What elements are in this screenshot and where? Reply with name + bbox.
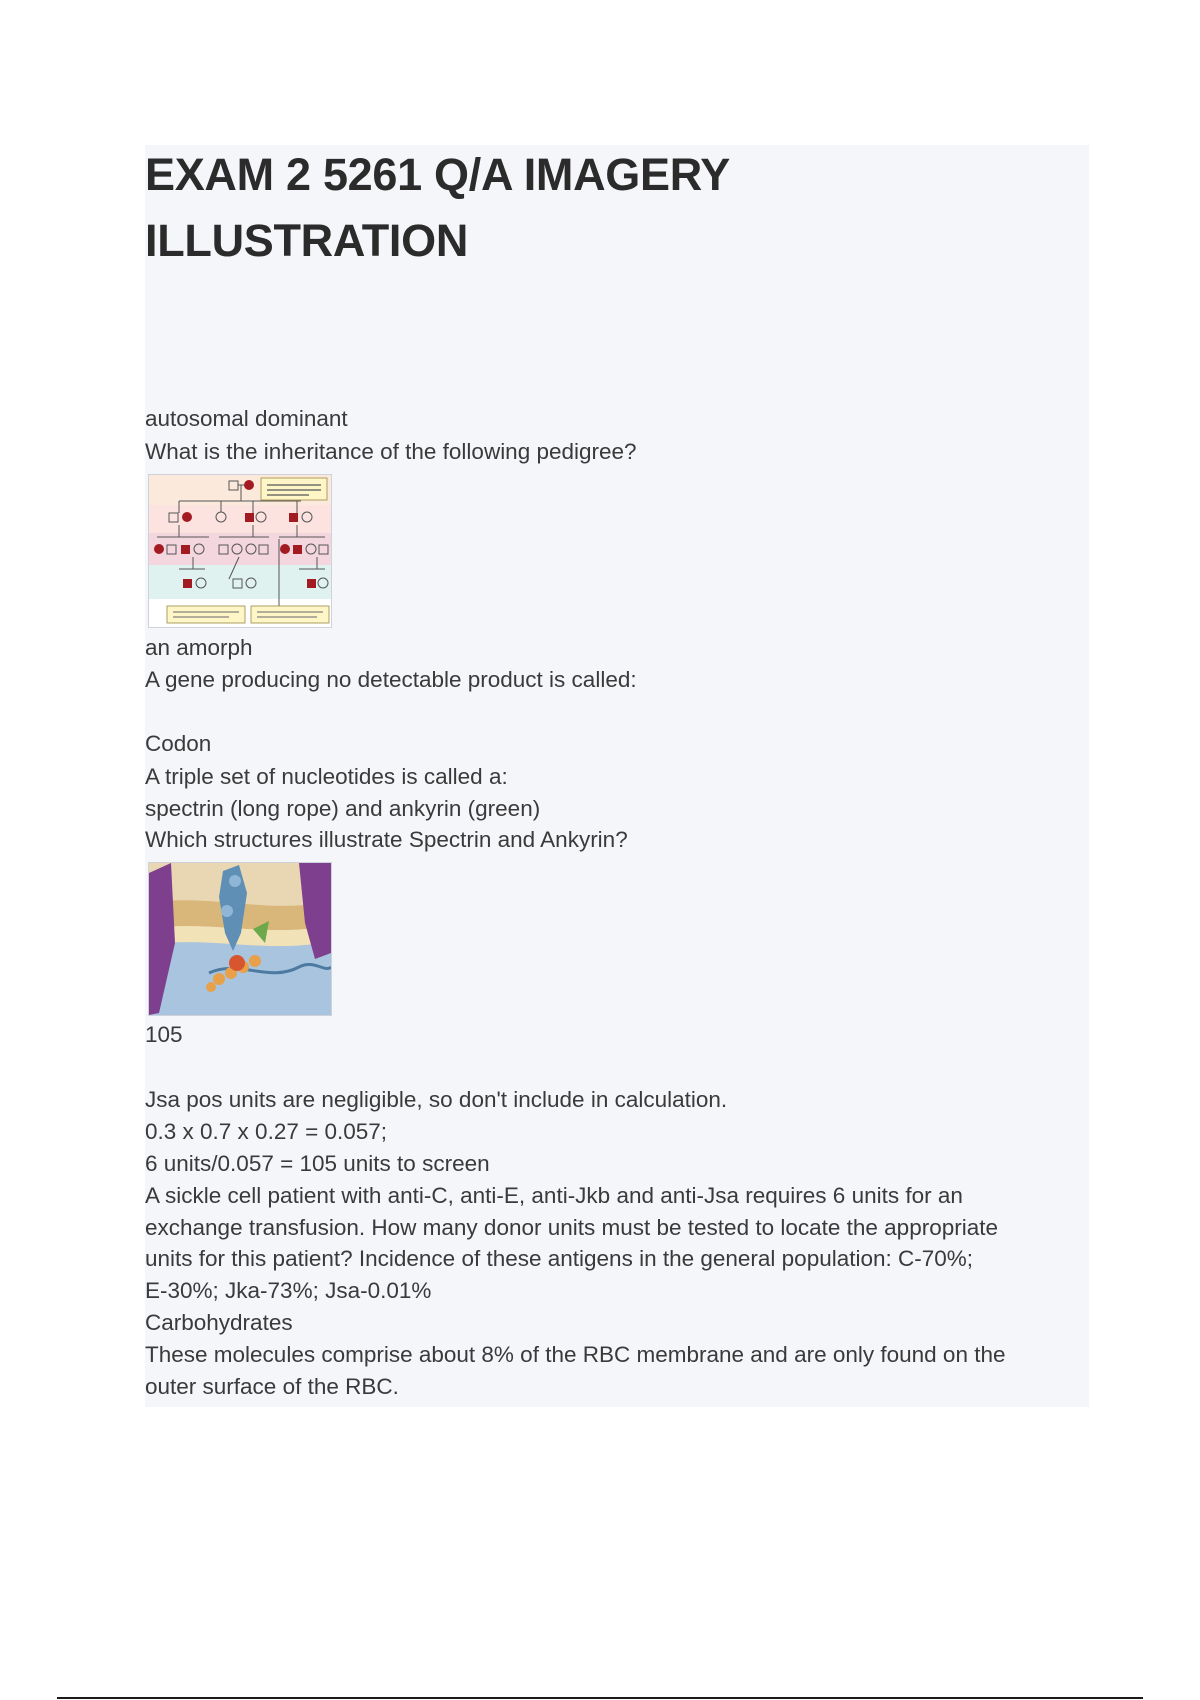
explanation-line: 6 units/0.057 = 105 units to screen	[145, 1151, 490, 1176]
question-line: units for this patient? Incidence of these antigens in the general population: C-70%;	[145, 1246, 974, 1271]
question-line: A gene producing no detectable product is called:	[145, 667, 637, 692]
pedigree-image	[148, 474, 332, 628]
answer-line: autosomal dominant	[145, 406, 348, 431]
question-line: exchange transfusion. How many donor units must be tested to locate the appropriate	[145, 1215, 999, 1240]
answer-line: Carbohydrates	[145, 1310, 293, 1335]
page-bottom-rule	[57, 1697, 1143, 1699]
question-line: E-30%; Jka-73%; Jsa-0.01%	[145, 1278, 432, 1303]
question-line: A sickle cell patient with anti-C, anti-E, anti-Jkb and anti-Jsa requires 6 units for an	[145, 1183, 963, 1208]
answer-line: 105	[145, 1022, 183, 1047]
question-line: What is the inheritance of the following pedigree?	[145, 439, 637, 464]
pedigree-chart-image	[149, 475, 331, 627]
document-title: EXAM 2 5261 Q/A IMAGERY ILLUSTRATION	[145, 149, 730, 266]
answer-line: an amorph	[145, 635, 253, 660]
question-line: outer surface of the RBC.	[145, 1374, 399, 1399]
question-line: A triple set of nucleotides is called a:	[145, 764, 508, 789]
explanation-line: Jsa pos units are negligible, so don't include in calculation.	[145, 1087, 728, 1112]
answer-line: Codon	[145, 731, 212, 756]
answer-line: spectrin (long rope) and ankyrin (green)	[145, 796, 541, 821]
question-line: These molecules comprise about 8% of the RBC membrane and are only found on the	[145, 1342, 1006, 1367]
question-line: Which structures illustrate Spectrin and Ankyrin?	[145, 827, 628, 852]
explanation-line: 0.3 x 0.7 x 0.27 = 0.057;	[145, 1119, 388, 1144]
membrane-image	[148, 862, 332, 1016]
rbc-membrane-illustration-image	[149, 863, 331, 1015]
